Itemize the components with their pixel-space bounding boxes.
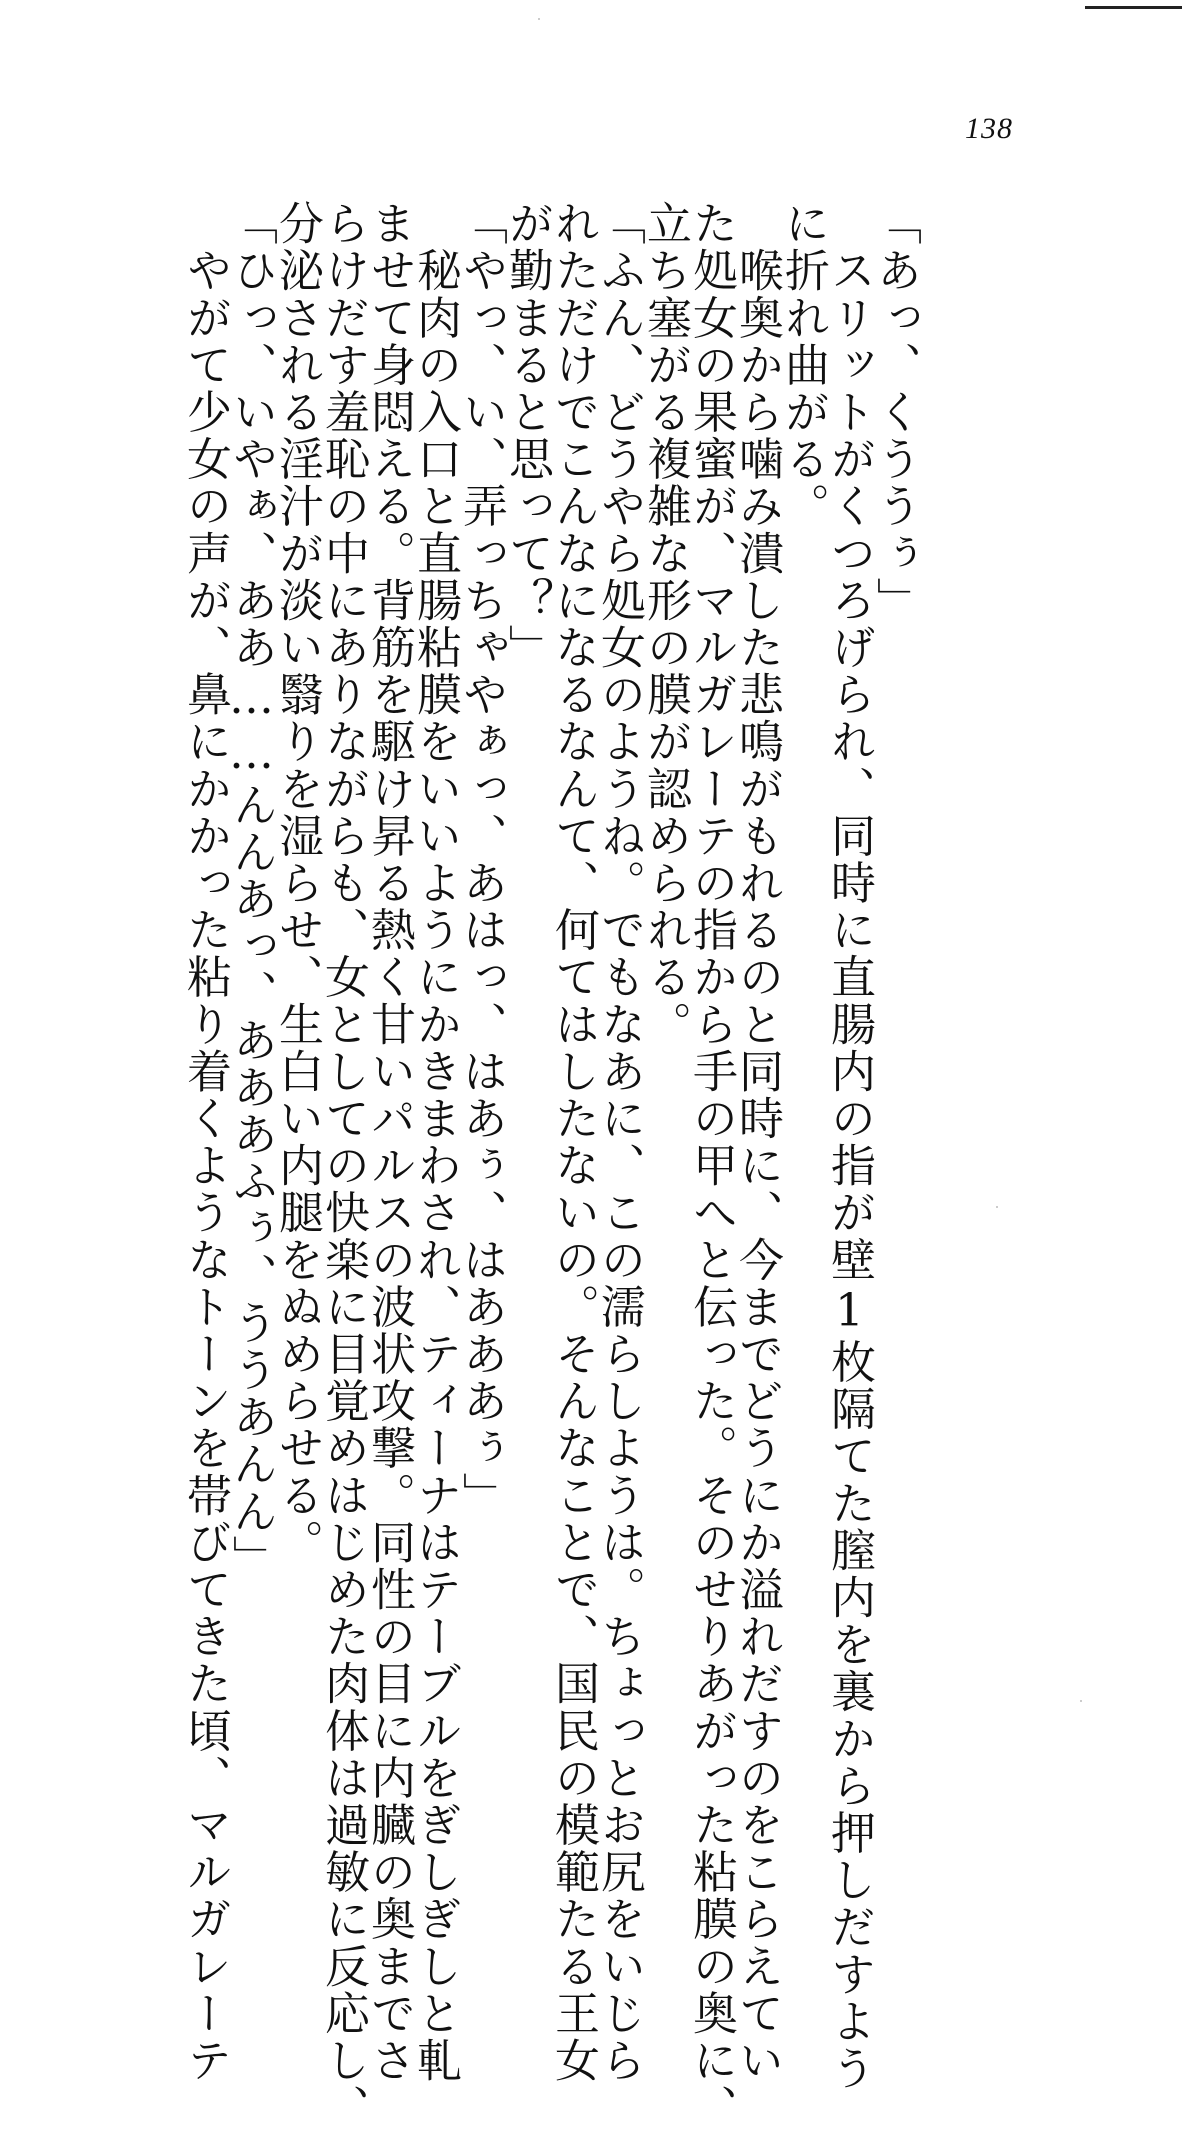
text-line-15: 「ひっ、いやぁ、ああ……んんあっ、あああふぅ、ううあんん」 (225, 200, 278, 1582)
text-line-9: が勤まると思って？」 (501, 200, 554, 671)
scan-speck (1080, 1700, 1082, 1702)
text-line-14: 分泌される淫汁が淡い翳りを湿らせ、生白い内腿をぬめらせる。 (271, 200, 324, 1566)
page-number: 138 (965, 112, 1013, 145)
text-line-12: ませて身悶える。背筋を駆け昇る熱く甘いパルスの波状攻撃。同性の目に内臓の奥までさ (363, 200, 416, 2084)
text-line-16: やがて少女の声が、鼻にかかった粘り着くようなトーンを帯びてきた頃、マルガレーテ (179, 200, 232, 2084)
scan-speck (996, 1206, 998, 1208)
text-line-3: に折れ曲がる。 (777, 200, 830, 530)
text-line-4: 喉奥から噛み潰した悲鳴がもれるのと同時に、今までどうにか溢れだすのをこらえてい (731, 200, 784, 2084)
text-line-10: 「やっ、い、弄っちゃやぁっ、あはっ、はあぅ、はあああぅ」 (455, 200, 508, 1519)
text-line-1: 「あっ、くううぅ」 (869, 200, 922, 624)
text-line-8: れただけでこんなになるなんて、何てはしたないの。そんなことで、国民の模範たる王女 (547, 200, 600, 2084)
text-line-6: 立ち塞がる複雑な形の膜が認められる。 (639, 200, 692, 1048)
text-line-11: 秘肉の入口と直腸粘膜をいいようにかきまわされ、ティーナはテーブルをぎしぎしと軋 (409, 200, 462, 2084)
text-line-2: スリットがくつろげられ、同時に直腸内の指が壁1枚隔てた膣内を裏から押しだすよう (823, 200, 876, 2092)
text-line-7: 「ふん、どうやら処女のようね。でもなあに、この濡らしようは。ちょっとお尻をいじら (593, 200, 646, 2084)
text-line-13: らけだす羞恥の中にありながらも、女としての快楽に目覚めはじめた肉体は過敏に反応し、 (317, 200, 370, 2131)
scan-speck (538, 18, 540, 20)
text-line-5: た処女の果蜜が、マルガレーテの指から手の甲へと伝った。そのせりあがった粘膜の奥に、 (685, 200, 738, 2131)
